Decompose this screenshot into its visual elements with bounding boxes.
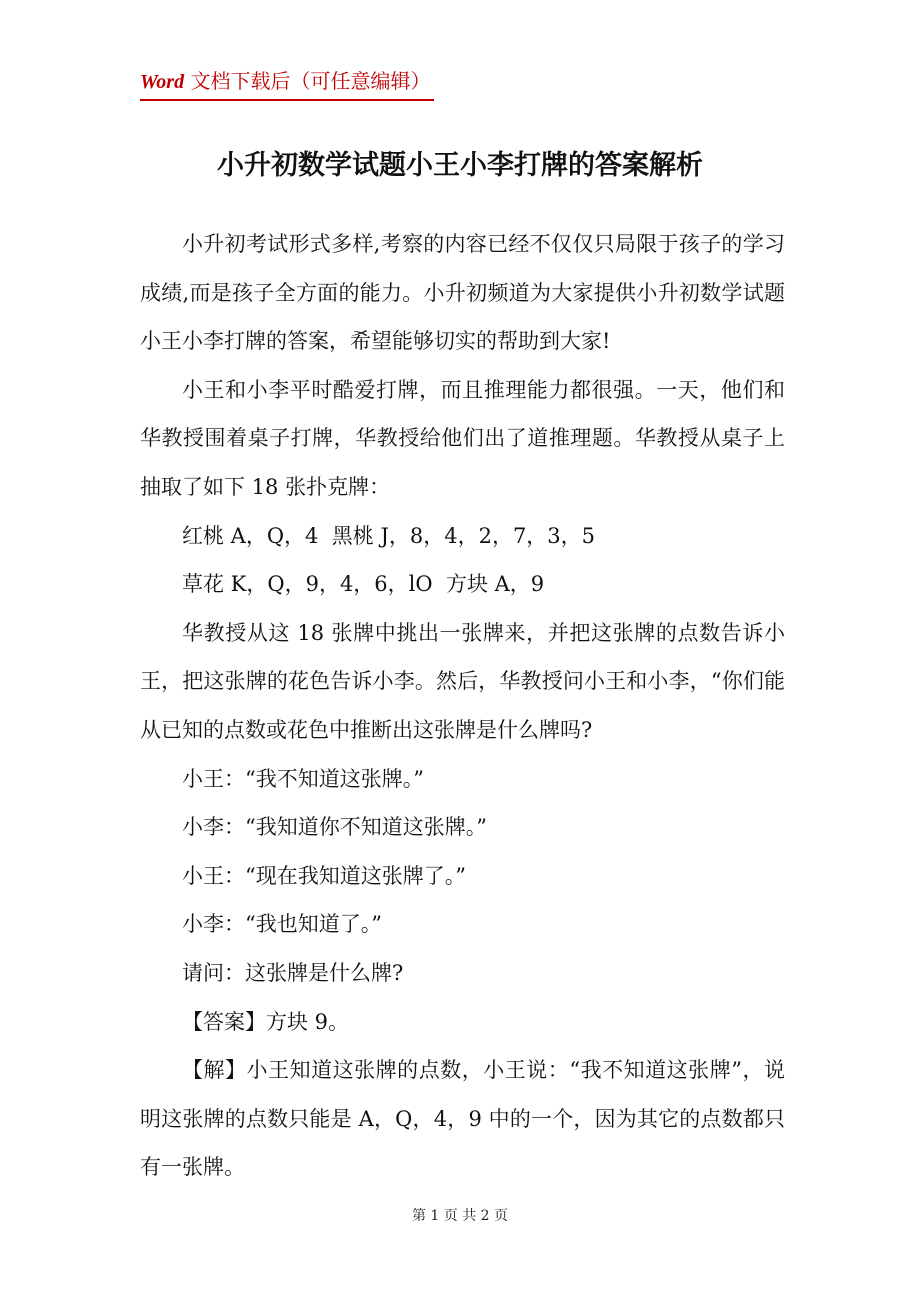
page-number: 第 1 页 共 2 页 (411, 1208, 509, 1224)
paragraph-solution: 【解】小王知道这张牌的点数，小王说：“我不知道这张牌”，说明这张牌的点数只能是 A，Q，4，9 中的一个，因为其它的点数都只有一张牌。 (140, 1058, 785, 1180)
banner-word-label: Word (140, 71, 185, 93)
paragraph-cards-hearts-spades: 红桃 A，Q，4 黑桃 J，8，4，2，7，3，5 (182, 523, 596, 548)
paragraph-answer: 【答案】方块 9。 (182, 1009, 350, 1034)
paragraph-dialogue-4: 小李：“我也知道了。” (182, 912, 382, 937)
paragraph-dialogue-2: 小李：“我知道你不知道这张牌。” (182, 815, 487, 840)
paragraph-cards-clubs-diamonds: 草花 K，Q，9，4，6，lO 方块 A，9 (182, 572, 545, 597)
page-title: 小升初数学试题小王小李打牌的答案解析 (217, 150, 703, 181)
paragraph-question: 请问：这张牌是什么牌? (182, 960, 404, 985)
banner-suffix-text: 文档下载后（可任意编辑） (184, 69, 431, 93)
paragraph-dialogue-3: 小王：“现在我知道这张牌了。” (182, 863, 466, 888)
paragraph-question-setup: 华教授从这 18 张牌中挑出一张牌来，并把这张牌的点数告诉小王，把这张牌的花色告诉小李。然后，华教授问小王和小李，“你们能从已知的点数或花色中推断出这张牌是什么牌吗? (140, 620, 785, 742)
paragraph-story: 小王和小李平时酷爱打牌，而且推理能力都很强。一天，他们和华教授围着桌子打牌，华教授给他们出了道推理题。华教授从桌子上抽取了如下 18 张扑克牌： (140, 377, 785, 499)
paragraph-dialogue-1: 小王：“我不知道这张牌。” (182, 766, 424, 791)
paragraph-intro: 小升初考试形式多样,考察的内容已经不仅仅只局限于孩子的学习成绩,而是孩子全方面的能力。小升初频道为大家提供小升初数学试题小王小李打牌的答案，希望能够切实的帮助到大家! (140, 232, 785, 354)
download-banner (140, 64, 434, 101)
document-body (140, 220, 785, 1192)
